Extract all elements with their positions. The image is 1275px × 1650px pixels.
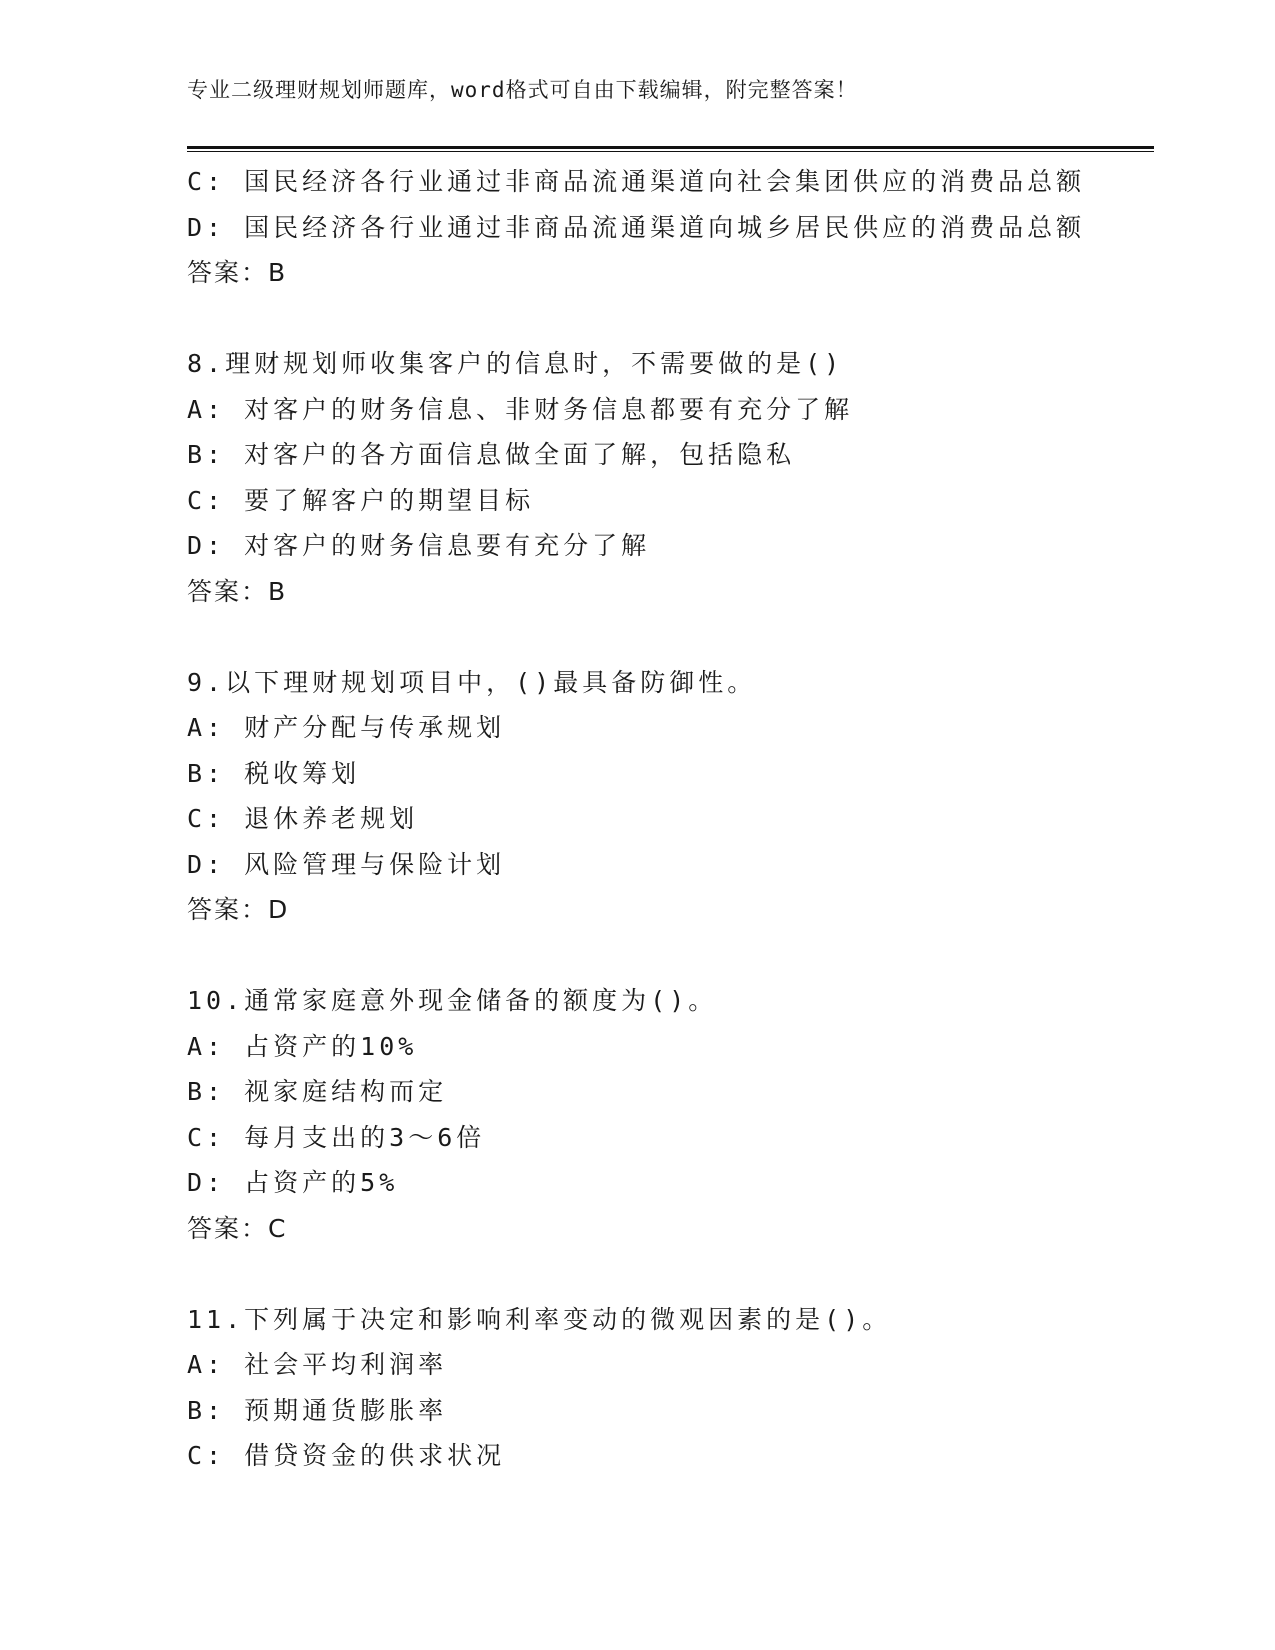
header-rule-thick (187, 146, 1154, 149)
answer-line: 答案：D (187, 895, 290, 924)
answer-line: 答案：B (187, 576, 288, 606)
option-d: D: 对客户的财务信息要有充分了解 (187, 531, 651, 560)
header-rule-thin (187, 151, 1154, 152)
option-a: A: 占资产的10% (187, 1031, 418, 1061)
spacer (187, 614, 1154, 660)
option-a: A: 财产分配与传承规划 (187, 713, 506, 742)
option-c: C: 每月支出的3～6倍 (187, 1122, 486, 1152)
option-b: B: 税收筹划 (187, 758, 361, 788)
option-d: D: 占资产的5% (187, 1168, 399, 1197)
option-c: C: 国民经济各行业通过非商品流通渠道向社会集团供应的消费品总额 (187, 167, 1086, 196)
question-8 (187, 341, 1154, 614)
spacer (187, 296, 1154, 342)
option-b: B: 预期通货膨胀率 (187, 1395, 448, 1425)
option-a: A: 社会平均利润率 (187, 1350, 448, 1379)
answer-line: 答案：C (187, 1213, 288, 1243)
option-c: C: 要了解客户的期望目标 (187, 485, 535, 515)
question-7-continuation (187, 159, 1154, 296)
spacer (187, 933, 1154, 979)
option-c: C: 退休养老规划 (187, 804, 419, 833)
spacer (187, 1251, 1154, 1297)
option-b: B: 对客户的各方面信息做全面了解，包括隐私 (187, 440, 796, 469)
question-stem: 10.通常家庭意外现金储备的额度为()。 (187, 986, 718, 1015)
option-b: B: 视家庭结构而定 (187, 1077, 448, 1106)
option-a: A: 对客户的财务信息、非财务信息都要有充分了解 (187, 394, 854, 424)
question-stem: 11.下列属于决定和影响利率变动的微观因素的是()。 (187, 1304, 892, 1334)
question-11 (187, 1297, 1154, 1479)
option-c: C: 借贷资金的供求状况 (187, 1441, 506, 1470)
option-d: D: 风险管理与保险计划 (187, 849, 506, 879)
question-9 (187, 660, 1154, 933)
question-10 (187, 978, 1154, 1251)
question-stem: 9.以下理财规划项目中，()最具备防御性。 (187, 667, 757, 697)
answer-line: 答案：B (187, 258, 288, 287)
question-stem: 8.理财规划师收集客户的信息时，不需要做的是() (187, 349, 844, 378)
option-d: D: 国民经济各行业通过非商品流通渠道向城乡居民供应的消费品总额 (187, 212, 1086, 242)
question-content (187, 159, 1154, 1479)
page-header: 专业二级理财规划师题库，word格式可自由下载编辑，附完整答案！ (187, 78, 858, 102)
